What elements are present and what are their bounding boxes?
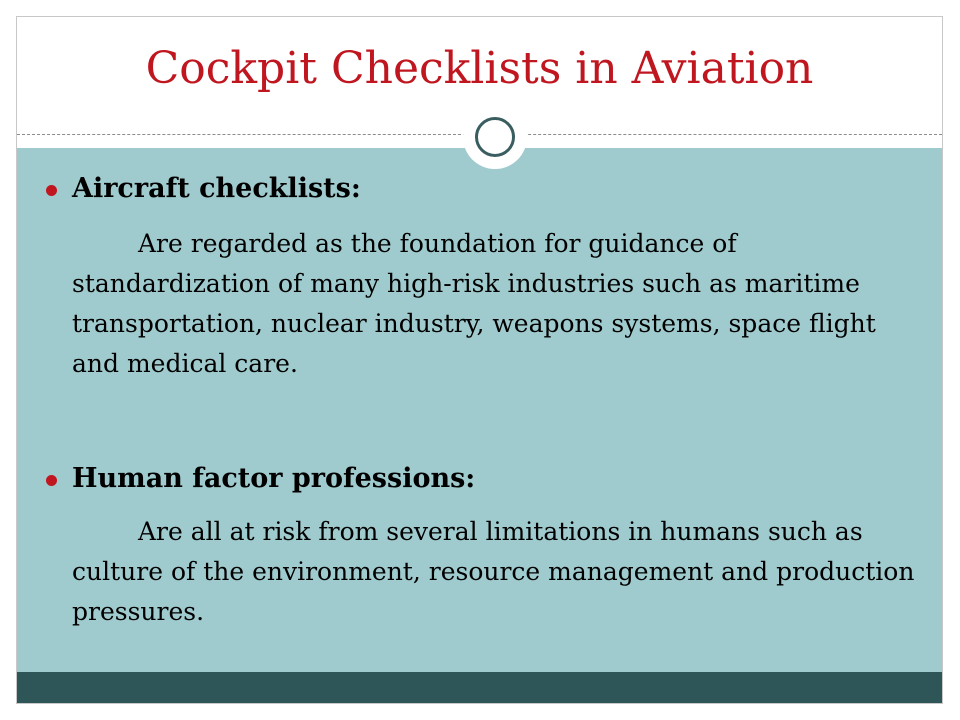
bullet-dot-1 <box>46 185 57 196</box>
bullet-dot-2 <box>46 475 57 486</box>
content-area <box>17 148 942 672</box>
slide <box>16 16 943 704</box>
bullet-body-2: Are all at risk from several limitations in humans such as culture of the environment, resource management and production pressures. <box>72 517 915 626</box>
ring-ornament-icon <box>475 117 515 157</box>
bullet-heading-1: Aircraft checklists: <box>72 173 361 204</box>
footer-bar <box>17 672 942 704</box>
bullet-body-1: Are regarded as the foundation for guidance of standardization of many high-risk industries such as maritime transportation, nuclear industry, weapons systems, space flight and medical care. <box>72 229 876 378</box>
bullet-heading-2: Human factor professions: <box>72 463 476 494</box>
slide-title: Cockpit Checklists in Aviation <box>145 43 814 94</box>
